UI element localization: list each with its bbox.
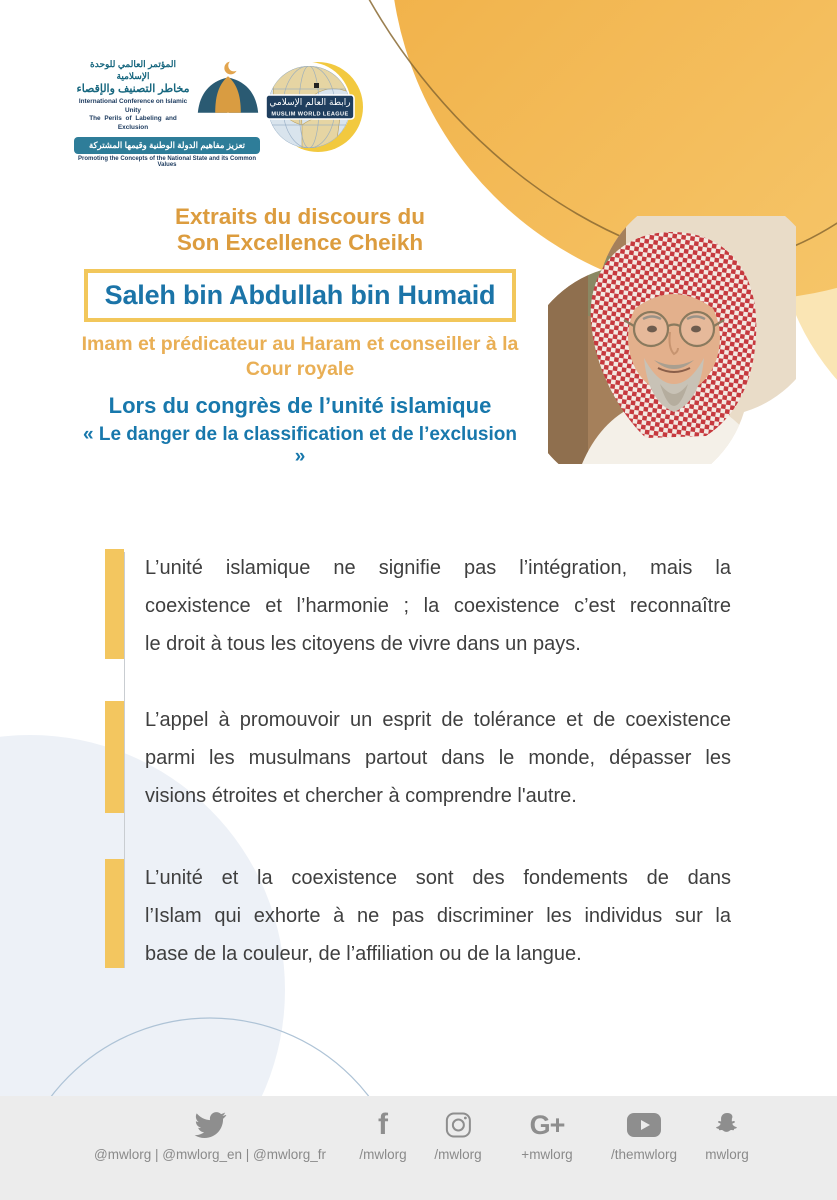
speaker-name-box	[84, 269, 516, 322]
conference-english-subtitle: The Perils of Labeling and Exclusion	[89, 115, 177, 131]
conference-arabic-title: المؤتمر العالمي للوحدة الإسلامية	[90, 59, 176, 81]
speaker-role-line1: Imam et prédicateur au Haram et conseiller à la	[81, 333, 519, 355]
instagram-handle: /mwlorg	[434, 1147, 482, 1162]
quote-line: l’Islam qui exhorte à ne pas discriminer les individus sur la	[145, 905, 731, 927]
event-theme: « Le danger de la classification et de l’exclusion »	[83, 424, 517, 467]
youtube-icon	[626, 1112, 662, 1138]
facebook-handle: /mwlorg	[359, 1147, 407, 1162]
quote-line: visions étroites et chercher à comprendre l'autre.	[145, 785, 577, 807]
title-block	[78, 204, 522, 468]
social-googleplus[interactable]	[521, 1108, 572, 1162]
social-instagram[interactable]	[434, 1108, 481, 1162]
conference-english-title: International Conference on Islamic Unity	[78, 98, 188, 114]
googleplus-icon: G+	[529, 1110, 565, 1140]
quote-line: L’appel à promouvoir un esprit de tolérance et de coexistence	[145, 709, 731, 731]
quote-1	[105, 549, 735, 663]
conference-banner-arabic: تعزيز مفاهيم الدولة الوطنية وقيمها المشتركة	[74, 137, 260, 154]
speaker-name: Saleh bin Abdullah bin Humaid	[104, 280, 496, 310]
facebook-icon: f	[377, 1108, 388, 1141]
svg-text:MUSLIM WORLD LEAGUE: MUSLIM WORLD LEAGUE	[271, 111, 349, 118]
conference-banner-english: Promoting the Concepts of the National State and its Common Values	[77, 156, 256, 168]
kicker-line1: Extraits du discours du	[174, 204, 426, 229]
quote-3	[105, 859, 735, 973]
conference-logo	[74, 58, 260, 168]
conference-arabic-subtitle: مخاطر التصنيف والإقصاء	[76, 83, 190, 95]
speaker-role-line2: Cour royale	[245, 358, 355, 380]
quote-bar	[105, 549, 124, 659]
quote-line: L’unité et la coexistence sont des fondements de dans	[145, 867, 731, 889]
snapchat-icon	[712, 1110, 742, 1140]
social-twitter[interactable]	[94, 1108, 326, 1162]
youtube-handle: /themwlorg	[610, 1147, 678, 1162]
mwl-name-banner	[266, 95, 354, 119]
quote-bar	[105, 859, 124, 968]
twitter-icon	[193, 1111, 227, 1139]
quote-line: coexistence et l’harmonie ; la coexistence c’est reconnaître	[145, 595, 731, 617]
mosque-dome-icon	[196, 58, 260, 120]
event-title: Lors du congrès de l’unité islamique	[108, 393, 492, 418]
twitter-handles: @mwlorg | @mwlorg_en | @mwlorg_fr	[94, 1147, 326, 1162]
quote-line: base de la couleur, de l’affiliation ou de la langue.	[145, 943, 582, 965]
svg-text:رابطة العالم الإسلامي: رابطة العالم الإسلامي	[269, 98, 351, 108]
instagram-icon	[444, 1111, 472, 1139]
social-youtube[interactable]	[611, 1108, 677, 1162]
kicker-line2: Son Excellence Cheikh	[176, 230, 424, 255]
quote-line: L’unité islamique ne signifie pas l’intégration, mais la	[145, 557, 731, 579]
quote-line: le droit à tous les citoyens de vivre dans un pays.	[145, 633, 581, 655]
googleplus-handle: +mwlorg	[521, 1147, 573, 1162]
social-snapchat[interactable]	[705, 1108, 749, 1162]
snapchat-handle: mwlorg	[705, 1147, 749, 1162]
speaker-photo	[548, 216, 796, 464]
mwl-logo	[262, 55, 366, 159]
quote-line: parmi les musulmans partout dans le monde, dépasser les	[145, 747, 731, 769]
quote-bar	[105, 701, 124, 813]
social-facebook[interactable]	[359, 1108, 406, 1162]
footer-bar	[0, 1096, 837, 1200]
quote-2	[105, 701, 735, 815]
